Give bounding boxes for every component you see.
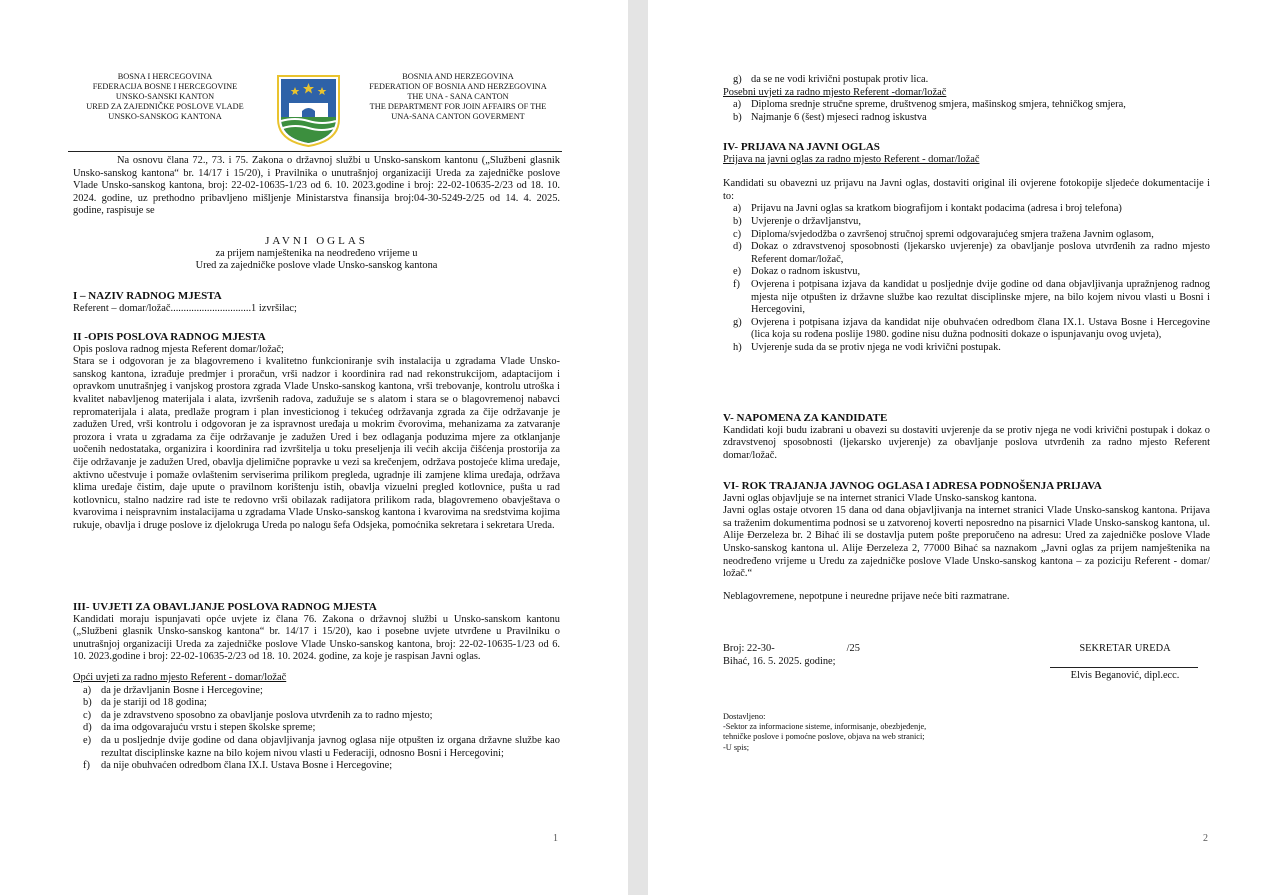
- distribution-list: [723, 712, 1023, 753]
- list-item: b) da je stariji od 18 godina;: [83, 697, 207, 709]
- list-item: b) Najmanje 6 (šest) mjeseci radnog iskustva: [733, 111, 927, 123]
- document-page-2: [648, 0, 1281, 895]
- place-date: Bihać, 16. 5. 2025. godine;: [723, 655, 836, 667]
- distribution-item: -U spis;: [723, 742, 750, 752]
- letterhead-line: BOSNIA AND HERZEGOVINA: [402, 72, 514, 81]
- signatory-title: SEKRETAR UREDA: [1079, 643, 1171, 654]
- section-4-heading: IV- PRIJAVA NA JAVNI OGLAS: [723, 141, 880, 153]
- list-item: d) Dokaz o zdravstvenoj sposobnosti (ljekarsko uvjerenje) za obavljanje poslova utvrđenih za radno mjesto Referent domar/ložač,: [733, 241, 1210, 265]
- section-5-body: Kandidati koji budu izabrani u obavezi su dostaviti uvjerenje da se protiv njega ne vodi krivični postupak i dokaz o zdravstvenoj sposobnosti (ljekarsko uvjerenje) za obavljanje poslova utvrđenih za radno mjesto Referent domar/ložač.: [723, 424, 1210, 461]
- letterhead-line: FEDERACIJA BOSNE I HERCEGOVINE: [92, 82, 238, 91]
- list-item: g) Ovjerena i potpisana izjava da kandidat nije obuhvaćen odredbom člana IX.1. Ustava Bosne i Hercegovine (lica koja su rođena poslije 1980. godine nisu dužna podnositi dokaze o ispunjavanju ovog uvjeta),: [733, 316, 1210, 341]
- list-item: f) Ovjerena i potpisana izjava da kandidat u posljednje dvije godine od dana objavljivanja upražnjenog radnog mjesta nije otpušten iz državne službe kao rezultat disciplinske mjere, na bilo kojem nivou vlasti u Bosni i Hercegovini,: [733, 278, 1210, 316]
- section-6-p2: Javni oglas ostaje otvoren 15 dana od dana objavljivanja na internet stranici Vlade Unsko-sanskog kantona. Prijava sa traženim dokumentima podnosi se u zatvorenoj koverti neposredno na pisarnici Vlade Unsko-sanskog kantona, ul. Alije Đerzeleza br. 2 Bihać ili se dostavlja putem pošte preporučeno na adresu: Ured za zajedničke poslove Vlade Unsko-sanskog kantona ul. Alije Đerzeleza 2, 77000 Bihać sa naznakom „Javni oglas za prijem namještenika na neodređeno vrijeme u Uredu za zajedničke poslove Vlade Unsko-sanskog kantona – za poziciju Referent - domar/ ložač.“: [723, 505, 1210, 580]
- list-item: f) da nije obuhvaćen odredbom člana IX.I. Ustava Bosne i Hercegovine;: [83, 760, 393, 772]
- distribution-item: -Sektor za informacione sisteme, informisanje, obezbjeđenje,: [723, 722, 927, 732]
- signature-block: [1050, 643, 1200, 656]
- section-6: [723, 480, 1210, 603]
- page-number: 2: [1203, 833, 1208, 844]
- letterhead-right: [358, 72, 558, 122]
- section-1-heading: I – NAZIV RADNOG MJESTA: [73, 290, 222, 302]
- special-conditions-heading: Posebni uvjeti za radno mjesto Referent -domar/ložač: [723, 86, 947, 98]
- letterhead-line: BOSNA I HERCEGOVINA: [117, 72, 213, 81]
- section-3-body: Kandidati moraju ispunjavati opće uvjete iz člana 76. Zakona o državnoj službi u Unsko-sanskom kantonu („Službeni glasnik Unsko-sanskog kantona“ br. 14/17 i 15/20), kao i posebne uvjete utvrđene u Pravilniku o unutrašnjoj organizaciji Ureda za zajedničke poslove Vlade Unsko-sanskog kantona, broj: 22-02-10635-1/23 od 6. 10. 2023.godine i broj: 22-02-10635-2/23 od 18. 10. 2024. godine, za koje je raspisan Javni oglas.: [73, 613, 560, 663]
- list-item: d) da ima odgovarajuću vrstu i stepen školske spreme;: [83, 722, 316, 734]
- section-6-p1: Javni oglas objavljuje se na internet stranici Vlade Unsko-sanskog kantona.: [723, 492, 1037, 504]
- letterhead-line: URED ZA ZAJEDNIČKE POSLOVE VLADE: [86, 102, 244, 111]
- letterhead-line: THE UNA - SANA CANTON: [407, 92, 509, 101]
- title-line-1: za prijem namještenika na neodređeno vrijeme u: [215, 247, 418, 259]
- canton-crest-icon: [275, 73, 342, 148]
- title-line-2: Ured za zajedničke poslove vlade Unsko-sanskog kantona: [195, 260, 438, 272]
- list-item: e) Dokaz o radnom iskustvu,: [733, 266, 861, 278]
- reference-number: Broj: 22-30-: [723, 643, 775, 654]
- list-item: c) Diploma/svjedodžba o završenoj stručnoj spremi odgovarajućeg smjera tražena Javnim oglasom,: [733, 228, 1154, 240]
- letterhead-line: THE DEPARTMENT FOR JOIN AFFAIRS OF THE: [369, 102, 547, 111]
- list-item: a) da je državljanin Bosne i Hercegovine;: [83, 684, 263, 696]
- special-conditions-list: [723, 99, 1210, 124]
- signature-line: [1050, 667, 1198, 668]
- list-item: e) da u posljednje dvije godine od dana objavljivanja javnog oglasa nije otpušten iz organa državne službe kao rezultat disciplinske kazne na bilo kojem nivou vlasti u Federaciji, odnosno Bosni i Hercegovini;: [83, 734, 560, 759]
- section-2-sub: Opis poslova radnog mjesta Referent domar/ložač;: [73, 343, 284, 355]
- letterhead-line: UNSKO-SANSKI KANTON: [115, 92, 215, 101]
- section-6-p3: Neblagovremene, nepotpune i neuredne prijave neće biti razmatrane.: [723, 590, 1010, 602]
- list-item: b) Uvjerenje o državljanstvu,: [733, 215, 861, 227]
- section-4: [723, 141, 1210, 355]
- page-number: 1: [553, 833, 558, 844]
- letterhead-left: [70, 72, 260, 122]
- section-1-line: Referent – domar/ložač...............................1 izvršilac;: [73, 302, 297, 314]
- section-5-heading: V- NAPOMENA ZA KANDIDATE: [723, 412, 888, 424]
- list-item: g) da se ne vodi krivični postupak protiv lica.: [733, 74, 929, 85]
- intro-paragraph: Na osnovu člana 72., 73. i 75. Zakona o državnoj službi u Unsko-sanskom kantonu („Službeni glasnik Unsko-sanskog kantona“ br. 14/17 i 15/20), i Pravilnika o unutrašnjoj organizaciji Ureda za zajedničke poslove Vlade Unsko-sanskog kantona, broj: 22-02-10635-1/23 od 6. 10. 2023.godine i broj: 22-02-10635-2/23 od 18. 10. 2024. godine, uz prethodno pribavljeno mišljenje Ministarstva finansija broj:04-30-5249-2/25 od 14. 4. 2025. godine, raspisuje se: [73, 155, 560, 217]
- page-gap: [628, 0, 648, 895]
- required-documents-list: [723, 203, 1210, 354]
- document-title: [73, 235, 560, 273]
- section-3-heading: III- UVJETI ZA OBAVLJANJE POSLOVA RADNOG MJESTA: [73, 601, 377, 613]
- letterhead-line: UNSKO-SANSKOG KANTONA: [108, 112, 222, 121]
- title-main: JAVNI OGLAS: [265, 235, 368, 247]
- distribution-item: tehničke poslove i pomoćne poslove, objava na web stranici;: [723, 732, 925, 742]
- section-5: [723, 412, 1210, 462]
- section-4-sub: Prijava na javni oglas za radno mjesto Referent - domar/ložač: [723, 153, 980, 165]
- section-2-body: Stara se i odgovoran je za blagovremeno i kvalitetno funkcioniranje svih instalacija u zgradama Vlade Unsko-sanskog kantona, izrađuje predmjer i proračun, vrši nadzor i koordinira rad nad rekonstrukcijom, adaptacijom i opravkom unutrašnjeg i vanjskog prostora zgrada Vlade Unsko-sanskog kantona, vrši trebovanje, kontrolu utroška i kvalitet nabavljenog materijala i alata, izvršenih radova, zadužuje se s alatom i stara se o blagovremenoj nabavci repromaterijala i alata, predlaže program i plan investicionog i tekućeg održavanja zgrada za čije održavanje je zadužen Ured, vrši kontrolu i odgovoran je za ispravnost uređaja u mokrim čvorovima, mehanizama za zatvaranje prozora i vrata u zgradama za čije održavanje je zadužen Ured i bez odlaganja poduzima mjere za otklanjanje uočenih nedostataka, organizira i koordinira rad izvršitelja u toku preseljenja ili većih akcija čišćenja prostorija za čije održavanje je zadužen Ured, obavlja djelimične popravke u vezi sa krečenjem, održava postojeće klima uređaje, aktivno učestvuje i pomaže ovlaštenim serviserima prilikom pregleda, ugradnje ili zamjene klima uređaja, održava klima uređaje čistim, daje upute o pravilnom korištenju istih, obavlja vizuelni pregled kotlovnice, pušta u rad kotlovnicu, stalno nadzire rad iste te redovno vrši obilazak radijatora prilikom rada, blagovremeno obavještava o kvarovima i neispravnim instalacijama u zgradama Vlade Unsko-sanskog kantona i kvarovima na sredstvima kojima rukuje, obavlja i druge poslove iz djelokruga Ureda po nalogu šefa Odsjeka, pomoćnika sekretara i sekretara Ureda.: [73, 356, 560, 531]
- conditions-continued: [723, 74, 1210, 124]
- section-2: [73, 331, 560, 533]
- list-item: h) Uvjerenje suda da se protiv njega ne vodi krivični postupak.: [733, 341, 1001, 353]
- section-6-heading: VI- ROK TRAJANJA JAVNOG OGLASA I ADRESA PODNOŠENJA PRIJAVA: [723, 480, 1102, 492]
- section-1: [73, 290, 560, 315]
- general-conditions-heading: Opći uvjeti za radno mjesto Referent - domar/ložač: [73, 671, 287, 683]
- section-4-intro: Kandidati su obavezni uz prijavu na Javni oglas, dostaviti original ili ovjerene fotokopije sljedeće dokumentacije i to:: [723, 178, 1210, 202]
- document-page-1: [0, 0, 628, 895]
- section-3: [73, 601, 560, 773]
- reference-block: [723, 643, 923, 668]
- distribution-heading: Dostavljeno:: [723, 712, 766, 721]
- letterhead-line: FEDERATION OF BOSNIA AND HERZEGOVINA: [369, 82, 547, 91]
- letterhead-line: UNA-SANA CANTON GOVERMENT: [391, 112, 525, 121]
- section-2-heading: II -OPIS POSLOVA RADNOG MJESTA: [73, 331, 266, 343]
- list-item: a) Diploma srednje stručne spreme, društvenog smjera, mašinskog smjera, tehničkog smjera,: [733, 99, 1126, 111]
- list-item: c) da je zdravstveno sposobno za obavljanje poslova utvrđenih za to radno mjesto;: [83, 709, 433, 721]
- list-item: a) Prijavu na Javni oglas sa kratkom biografijom i kontakt podacima (adresa i broj telefona): [733, 203, 1122, 215]
- general-conditions-list: [73, 685, 560, 773]
- reference-suffix: /25: [846, 643, 860, 654]
- signatory-name: Elvis Beganović, dipl.ecc.: [1070, 670, 1180, 681]
- header-divider: [68, 151, 562, 152]
